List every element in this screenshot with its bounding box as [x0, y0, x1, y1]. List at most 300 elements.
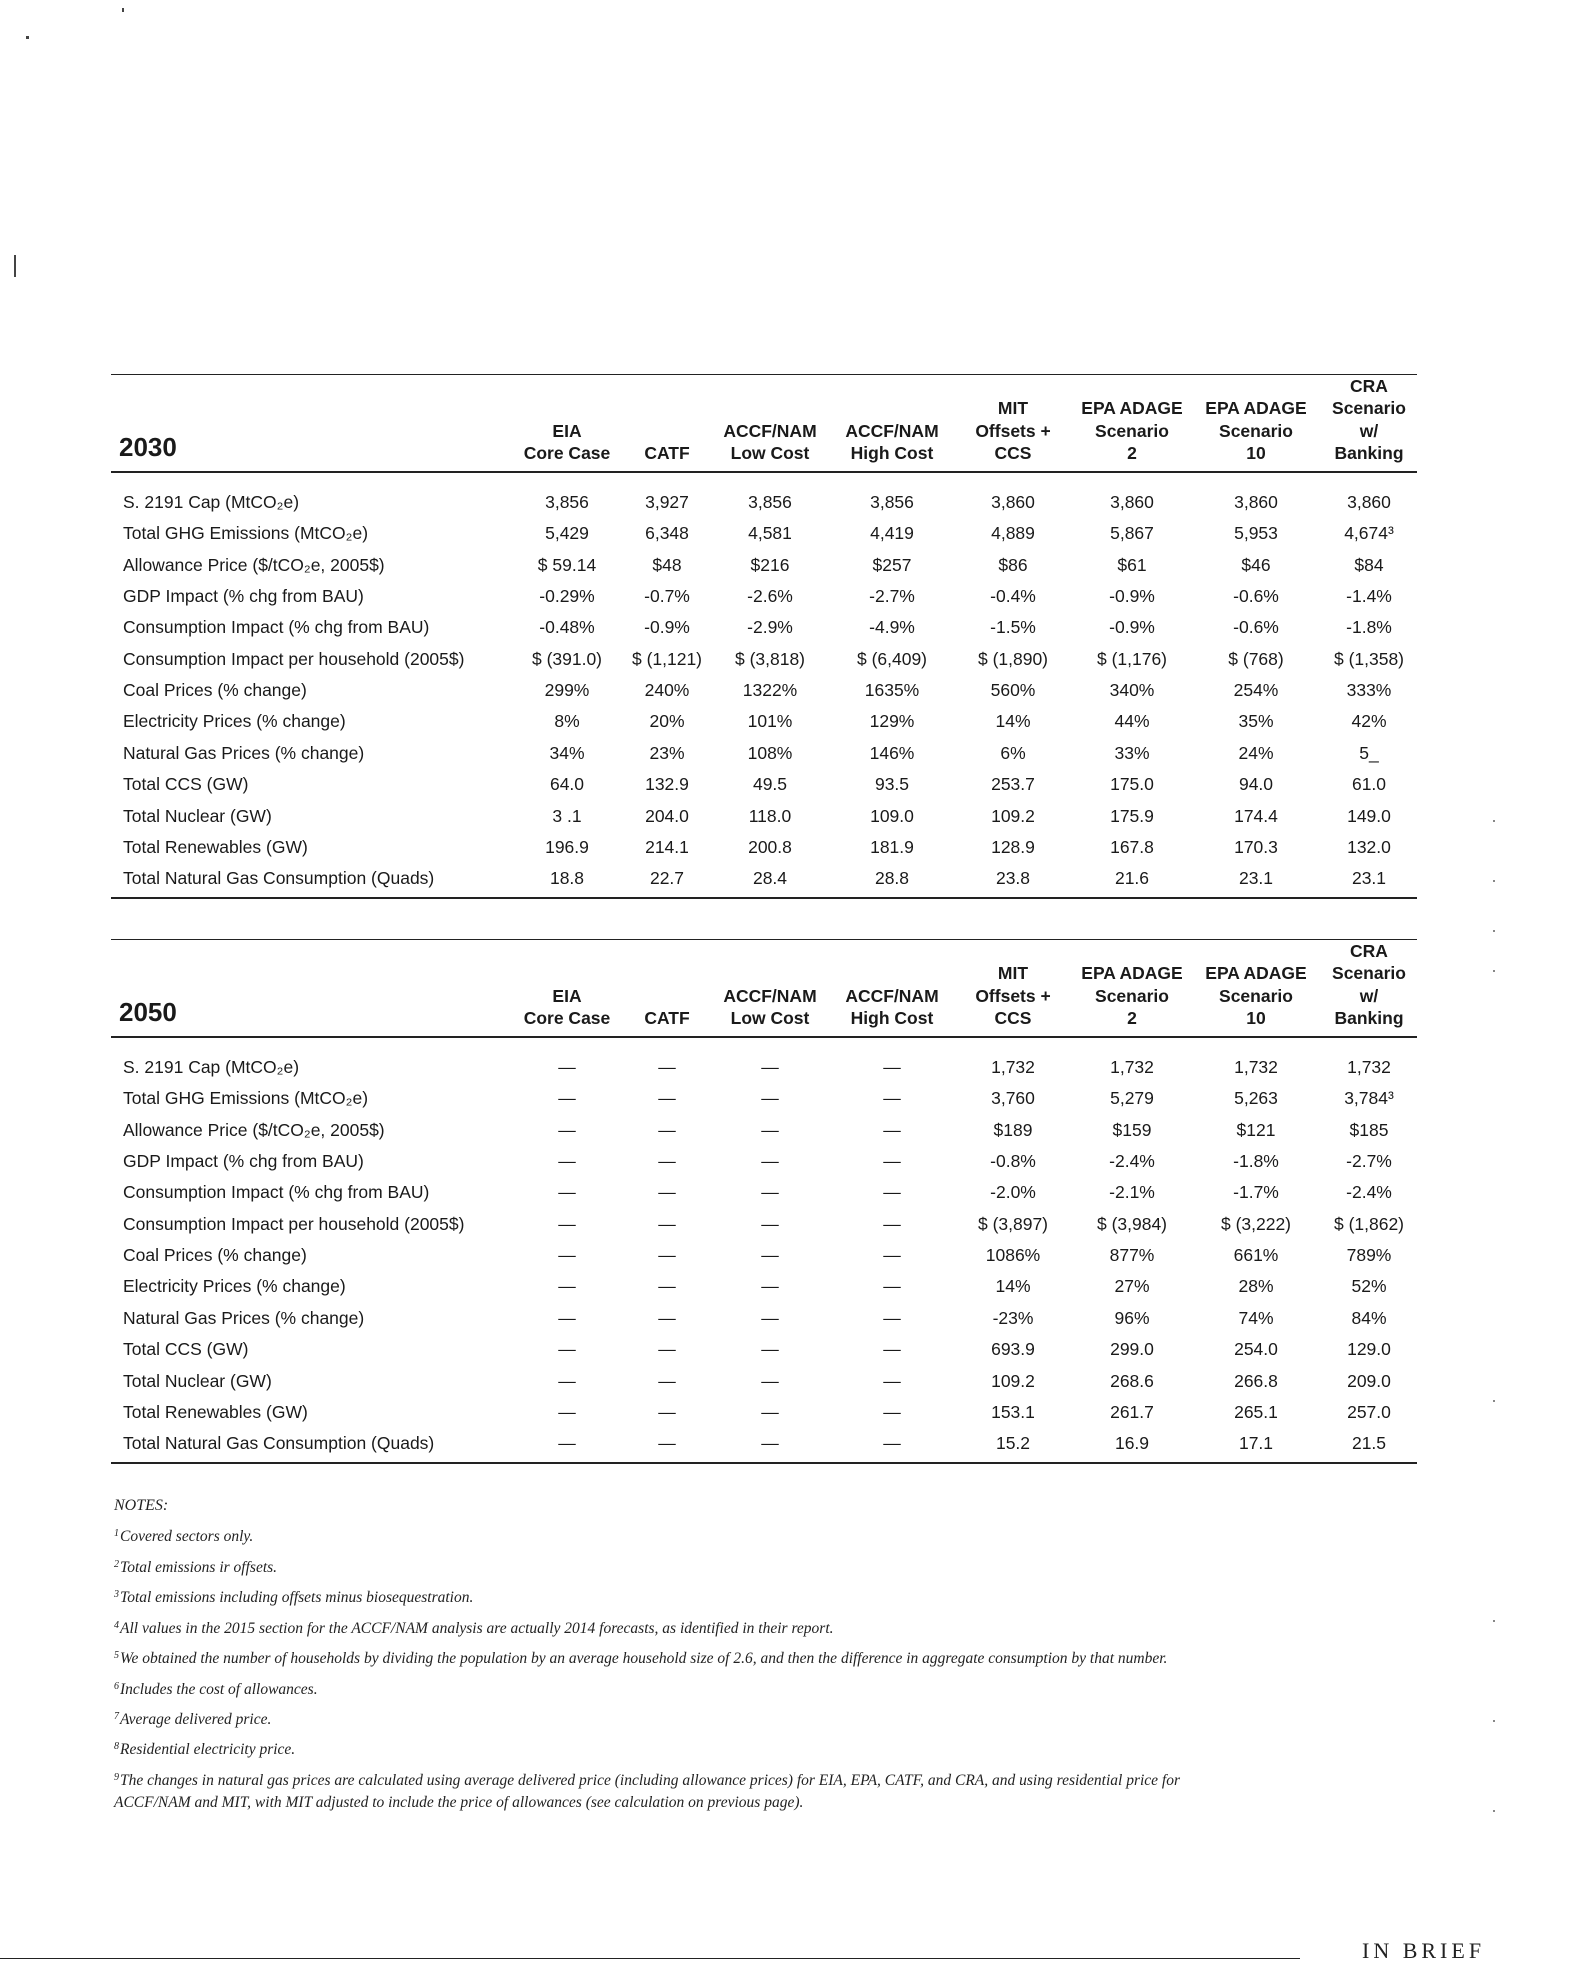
row-label: Electricity Prices (% change)	[123, 1276, 346, 1297]
scan-speck	[1493, 1400, 1495, 1402]
table-cell: 240%	[644, 680, 690, 701]
table-cell: 132.9	[645, 774, 689, 795]
table-cell: 96%	[1114, 1307, 1150, 1328]
column-header: CRA Scenario w/ Banking	[1321, 375, 1417, 472]
note-text: We obtained the number of households by dividing the population by an average household size of 2.6, and then the difference in aggregate consumption by that number.	[120, 1650, 1168, 1668]
table-row	[111, 1303, 1417, 1334]
table-cell: —	[709, 1428, 831, 1462]
table-cell: 4,889	[991, 523, 1035, 544]
table-cell: 15.2	[953, 1428, 1073, 1462]
row-label: Total Natural Gas Consumption (Quads)	[111, 863, 509, 897]
table-cell: 693.9	[991, 1339, 1035, 1360]
table-cell: —	[658, 1150, 676, 1171]
table-cell: —	[558, 1245, 576, 1266]
table-cell: 23%	[649, 742, 685, 763]
note-item	[114, 1648, 1244, 1670]
table-row	[111, 1334, 1417, 1365]
table-row	[111, 581, 1417, 612]
table-cell: 14%	[995, 711, 1031, 732]
row-label: Consumption Impact per household (2005$)	[123, 1213, 465, 1234]
table-cell: 5,279	[1110, 1088, 1154, 1109]
table-row	[111, 706, 1417, 737]
note-number: 8	[114, 1741, 119, 1753]
table-cell: 17.1	[1191, 1428, 1321, 1462]
table-cell: —	[761, 1339, 779, 1360]
table-cell: 204.0	[645, 805, 689, 826]
note-text: All values in the 2015 section for the ACCF/NAM analysis are actually 2014 forecasts, as identified in their report.	[120, 1619, 834, 1637]
table-cell: 340%	[1109, 680, 1155, 701]
column-header: ACCF/NAM High Cost	[831, 375, 953, 472]
table-row	[111, 1083, 1417, 1114]
table-cell: 84%	[1351, 1307, 1387, 1328]
table-cell: —	[558, 1182, 576, 1203]
table-cell: —	[883, 1182, 901, 1203]
table-cell: —	[761, 1088, 779, 1109]
table-cell: —	[883, 1370, 901, 1391]
table-cell: 268.6	[1110, 1370, 1154, 1391]
table-row	[111, 1114, 1417, 1145]
column-header: EPA ADAGE Scenario 10	[1191, 375, 1321, 472]
table-cell: 5_	[1359, 742, 1379, 763]
table-cell: 3,927	[645, 491, 689, 512]
table-cell: 3 .1	[552, 805, 582, 826]
table-cell: 299.0	[1110, 1339, 1154, 1360]
column-header: EIA Core Case	[509, 940, 625, 1037]
table-cell: 1322%	[742, 680, 798, 701]
table-cell: -0.4%	[990, 585, 1036, 606]
scan-speck	[1493, 970, 1495, 972]
table-cell: 299%	[544, 680, 590, 701]
table-cell: —	[883, 1307, 901, 1328]
table-cell: $ (1,862)	[1333, 1213, 1405, 1234]
table-cell: —	[558, 1119, 576, 1140]
table-cell: 128.9	[991, 837, 1035, 858]
column-header: ACCF/NAM High Cost	[831, 940, 953, 1037]
table-cell: —	[883, 1119, 901, 1140]
table-cell: 261.7	[1110, 1402, 1154, 1423]
table-cell: —	[658, 1307, 676, 1328]
table-cell: —	[883, 1056, 901, 1077]
note-number: 6	[114, 1680, 119, 1692]
row-label: Total Natural Gas Consumption (Quads)	[111, 1428, 509, 1462]
table-cell: —	[761, 1370, 779, 1391]
table-cell: 6%	[1000, 742, 1026, 763]
table-cell: -1.8%	[1233, 1150, 1279, 1171]
table-cell: $ (1,121)	[631, 648, 703, 669]
table-cell: 3,760	[991, 1088, 1035, 1109]
table-row	[111, 1037, 1417, 1083]
table-row	[111, 1146, 1417, 1177]
scan-speck	[1493, 1810, 1495, 1812]
table-row	[111, 1365, 1417, 1396]
table-cell: 333%	[1346, 680, 1392, 701]
table-body	[111, 1037, 1417, 1463]
table-cell: 3,860	[1110, 491, 1154, 512]
table-cell: 22.7	[625, 863, 709, 897]
note-number: 4	[114, 1619, 119, 1631]
table-cell: $ (391.0)	[531, 648, 603, 669]
table-row	[111, 644, 1417, 675]
table-cell: —	[883, 1276, 901, 1297]
table-cell: 28.8	[831, 863, 953, 897]
note-number: 3	[114, 1589, 119, 1601]
table-cell: 16.9	[1073, 1428, 1191, 1462]
table-cell: 28.4	[709, 863, 831, 897]
table-cell: —	[558, 1276, 576, 1297]
table-cell: -2.4%	[1346, 1182, 1392, 1203]
table-cell: 132.0	[1347, 837, 1391, 858]
row-label: Total Renewables (GW)	[123, 1402, 308, 1423]
table-cell: —	[658, 1119, 676, 1140]
table-year-heading: 2050	[111, 940, 509, 1037]
row-label: S. 2191 Cap (MtCO₂e)	[123, 1056, 300, 1077]
table-cell: —	[761, 1213, 779, 1234]
table-cell: $ (3,897)	[977, 1213, 1049, 1234]
table-cell: $61	[1117, 554, 1147, 575]
table-2050	[111, 939, 1417, 1464]
table-cell: 42%	[1351, 711, 1387, 732]
note-number: 7	[114, 1711, 119, 1722]
table-cell: 49.5	[752, 774, 788, 795]
row-label: Consumption Impact (% chg from BAU)	[123, 1182, 430, 1203]
row-label: GDP Impact (% chg from BAU)	[123, 1150, 364, 1171]
table-cell: 6,348	[645, 523, 689, 544]
note-text: The changes in natural gas prices are calculated using average delivered price (including allowance prices) for EIA, EPA, CATF, and CRA, and using residential price for ACCF/NAM and MIT, with MIT adjusted to include the price of allowances (see calculation on previous page).	[114, 1771, 1181, 1812]
table-cell: $ (3,222)	[1220, 1213, 1292, 1234]
table-cell: 4,419	[870, 523, 914, 544]
table-cell: 3,860	[1234, 491, 1278, 512]
table-cell: 254%	[1233, 680, 1279, 701]
table-cell: —	[558, 1339, 576, 1360]
table-cell: $46	[1241, 554, 1271, 575]
table-cell: 1,732	[1110, 1056, 1154, 1077]
table-cell: 1,732	[1234, 1056, 1278, 1077]
table-cell: 5,263	[1234, 1088, 1278, 1109]
table-row	[111, 1271, 1417, 1302]
column-header: CATF	[625, 940, 709, 1037]
table-cell: —	[883, 1088, 901, 1109]
table-cell: —	[658, 1056, 676, 1077]
table-cell: 61.0	[1351, 774, 1387, 795]
notes-section	[114, 1494, 1244, 1823]
note-text: Average delivered price.	[120, 1711, 272, 1728]
table-cell: 20%	[649, 711, 685, 732]
table-cell: —	[658, 1213, 676, 1234]
table-cell: —	[558, 1056, 576, 1077]
note-item	[114, 1587, 1244, 1609]
row-label: Total GHG Emissions (MtCO₂e)	[123, 523, 369, 544]
note-item	[114, 1709, 1244, 1731]
table-cell: —	[883, 1150, 901, 1171]
table-cell: 108%	[747, 742, 793, 763]
table-cell: -1.4%	[1346, 585, 1392, 606]
table-cell: $189	[993, 1119, 1033, 1140]
table-cell: —	[761, 1245, 779, 1266]
table-cell: —	[658, 1402, 676, 1423]
table-cell: $ (768)	[1228, 648, 1284, 669]
note-number: 5	[114, 1650, 119, 1662]
table-cell: —	[883, 1213, 901, 1234]
table-cell: —	[761, 1056, 779, 1077]
table-cell: —	[658, 1370, 676, 1391]
scan-mark	[14, 255, 16, 277]
column-header: EPA ADAGE Scenario 10	[1191, 940, 1321, 1037]
table-cell: 3,856	[870, 491, 914, 512]
table-cell: 5,867	[1110, 523, 1154, 544]
note-number: 9	[114, 1771, 119, 1783]
table-cell: —	[658, 1088, 676, 1109]
table-cell: -2.4%	[1109, 1150, 1155, 1171]
table-cell: 175.0	[1110, 774, 1154, 795]
table-cell: 23.1	[1321, 863, 1417, 897]
table-cell: 174.4	[1234, 805, 1278, 826]
table-cell: $ (1,358)	[1333, 648, 1405, 669]
table-cell: —	[558, 1150, 576, 1171]
table-cell: -2.7%	[869, 585, 915, 606]
table-cell: 93.5	[874, 774, 910, 795]
note-text: Covered sectors only.	[120, 1528, 254, 1546]
table-row	[111, 738, 1417, 769]
column-header: CRA Scenario w/ Banking	[1321, 940, 1417, 1037]
table-cell: $121	[1236, 1119, 1276, 1140]
table-row	[111, 800, 1417, 831]
note-item	[114, 1739, 1244, 1761]
table-cell: 196.9	[545, 837, 589, 858]
table-cell: —	[883, 1402, 901, 1423]
table-cell: -1.7%	[1233, 1182, 1279, 1203]
table-cell: 3,860	[991, 491, 1035, 512]
note-item	[114, 1679, 1244, 1701]
table-year-heading: 2030	[111, 375, 509, 472]
row-label: Total CCS (GW)	[123, 774, 249, 795]
column-header: ACCF/NAM Low Cost	[709, 940, 831, 1037]
table-row	[111, 549, 1417, 580]
notes-list	[114, 1526, 1244, 1815]
table-cell: -0.48%	[539, 617, 595, 638]
table-row	[111, 863, 1417, 897]
table-cell: 21.5	[1321, 1428, 1417, 1462]
row-label: Allowance Price ($/tCO₂e, 2005$)	[123, 1119, 385, 1140]
table-row	[111, 472, 1417, 518]
scan-speck	[1493, 880, 1495, 882]
table-cell: -4.9%	[869, 617, 915, 638]
table-cell: $ (3,984)	[1096, 1213, 1168, 1234]
table-cell: $216	[750, 554, 790, 575]
table-row	[111, 612, 1417, 643]
table-cell: 257.0	[1347, 1402, 1391, 1423]
table-cell: —	[831, 1428, 953, 1462]
table-cell: 266.8	[1234, 1370, 1278, 1391]
table-cell: -1.8%	[1346, 617, 1392, 638]
table-cell: 170.3	[1234, 837, 1278, 858]
table-cell: -0.7%	[644, 585, 690, 606]
table-cell: $ (1,176)	[1096, 648, 1168, 669]
note-text: Residential electricity price.	[120, 1741, 296, 1759]
table-cell: 254.0	[1234, 1339, 1278, 1360]
table-cell: 265.1	[1234, 1402, 1278, 1423]
table-cell: 789%	[1346, 1245, 1392, 1266]
table-row	[111, 1240, 1417, 1271]
row-label: Total Renewables (GW)	[123, 837, 308, 858]
note-text: Total emissions including offsets minus biosequestration.	[120, 1589, 474, 1607]
table-cell: 167.8	[1110, 837, 1154, 858]
table-cell: —	[658, 1339, 676, 1360]
table-cell: 23.1	[1191, 863, 1321, 897]
row-label: Electricity Prices (% change)	[123, 711, 346, 732]
table-cell: 14%	[995, 1276, 1031, 1297]
table-cell: $ 59.14	[537, 554, 597, 575]
scan-speck	[1493, 1620, 1495, 1622]
table-cell: 3,856	[545, 491, 589, 512]
table-cell: 52%	[1351, 1276, 1387, 1297]
table-cell: 560%	[990, 680, 1036, 701]
table-cell: -2.9%	[747, 617, 793, 638]
row-label: Total Nuclear (GW)	[123, 1370, 272, 1391]
table-cell: 200.8	[748, 837, 792, 858]
row-label: Consumption Impact (% chg from BAU)	[123, 617, 430, 638]
table-row	[111, 518, 1417, 549]
row-label: Natural Gas Prices (% change)	[123, 1307, 365, 1328]
table-cell: $ (6,409)	[856, 648, 928, 669]
table-cell: 27%	[1114, 1276, 1150, 1297]
table-cell: 5,953	[1234, 523, 1278, 544]
table-cell: —	[761, 1182, 779, 1203]
column-header: CATF	[625, 375, 709, 472]
row-label: Natural Gas Prices (% change)	[123, 742, 365, 763]
note-item	[114, 1526, 1244, 1548]
table-cell: —	[658, 1182, 676, 1203]
table-cell: 101%	[747, 711, 793, 732]
table-row	[111, 1209, 1417, 1240]
table-2030	[111, 374, 1417, 899]
row-label: Total Nuclear (GW)	[123, 805, 272, 826]
table-cell: —	[625, 1428, 709, 1462]
table-cell: 1,732	[991, 1056, 1035, 1077]
table-cell: 3,784³	[1344, 1088, 1394, 1109]
note-item	[114, 1557, 1244, 1579]
table-row	[111, 1177, 1417, 1208]
table-header-row	[111, 375, 1417, 472]
table-cell: -23%	[992, 1307, 1034, 1328]
table-cell: 118.0	[748, 805, 792, 826]
table-cell: 8%	[554, 711, 580, 732]
scan-mark	[26, 36, 29, 39]
footer-label: IN BRIEF	[1362, 1938, 1486, 1963]
table-cell: -0.29%	[539, 585, 595, 606]
table-cell: -2.1%	[1109, 1182, 1155, 1203]
table-row	[111, 832, 1417, 863]
table-cell: —	[761, 1402, 779, 1423]
table-row	[111, 1397, 1417, 1428]
table-cell: —	[558, 1213, 576, 1234]
row-label: Coal Prices (% change)	[123, 1245, 307, 1266]
table-cell: 149.0	[1347, 805, 1391, 826]
table-cell: 253.7	[991, 774, 1035, 795]
table-cell: 4,674³	[1344, 523, 1394, 544]
table-cell: 209.0	[1347, 1370, 1391, 1391]
table-cell: $257	[872, 554, 912, 575]
row-label: Coal Prices (% change)	[123, 680, 307, 701]
notes-heading: NOTES:	[114, 1497, 169, 1514]
table-cell: —	[558, 1402, 576, 1423]
table-cell: 21.6	[1073, 863, 1191, 897]
table-cell: -2.0%	[990, 1182, 1036, 1203]
note-text: Includes the cost of allowances.	[120, 1680, 318, 1698]
table-row	[111, 1428, 1417, 1462]
table-cell: 109.2	[991, 1370, 1035, 1391]
table-cell: $48	[652, 554, 682, 575]
note-number: 2	[114, 1558, 119, 1570]
table-cell: 181.9	[870, 837, 914, 858]
table-cell: 1086%	[985, 1245, 1041, 1266]
column-header: EIA Core Case	[509, 375, 625, 472]
table-cell: —	[509, 1428, 625, 1462]
table-cell: 35%	[1238, 711, 1274, 732]
table-body	[111, 472, 1417, 898]
table-cell: $ (3,818)	[734, 648, 806, 669]
row-label: Consumption Impact per household (2005$)	[123, 648, 465, 669]
table-cell: 5,429	[545, 523, 589, 544]
scan-mark	[122, 8, 124, 12]
table-cell: 33%	[1114, 742, 1150, 763]
table-cell: -0.9%	[1109, 585, 1155, 606]
table-row	[111, 675, 1417, 706]
table-cell: —	[761, 1119, 779, 1140]
table-cell: —	[558, 1088, 576, 1109]
table-cell: 34%	[549, 742, 585, 763]
table-cell: 877%	[1109, 1245, 1155, 1266]
table-cell: —	[761, 1276, 779, 1297]
row-label: Total GHG Emissions (MtCO₂e)	[123, 1088, 369, 1109]
table-cell: -2.6%	[747, 585, 793, 606]
column-header: EPA ADAGE Scenario 2	[1073, 375, 1191, 472]
table-cell: 4,581	[748, 523, 792, 544]
table-cell: —	[658, 1276, 676, 1297]
table-cell: 24%	[1238, 742, 1274, 763]
table-cell: -0.6%	[1233, 585, 1279, 606]
table-cell: 661%	[1233, 1245, 1279, 1266]
table-cell: 153.1	[991, 1402, 1035, 1423]
table-header-row	[111, 940, 1417, 1037]
table-cell: $ (1,890)	[977, 648, 1049, 669]
scan-speck	[1493, 930, 1495, 932]
table-cell: 1,732	[1347, 1056, 1391, 1077]
table-cell: —	[658, 1245, 676, 1266]
note-item	[114, 1618, 1244, 1640]
table-cell: 64.0	[549, 774, 585, 795]
table-cell: -0.9%	[1109, 617, 1155, 638]
row-label: S. 2191 Cap (MtCO₂e)	[123, 491, 300, 512]
table-cell: 214.1	[645, 837, 689, 858]
table-row	[111, 769, 1417, 800]
table-cell: —	[883, 1245, 901, 1266]
table-cell: —	[883, 1339, 901, 1360]
table-cell: 129.0	[1347, 1339, 1391, 1360]
table-cell: —	[558, 1370, 576, 1391]
row-label: Allowance Price ($/tCO₂e, 2005$)	[123, 554, 385, 575]
table-cell: 74%	[1238, 1307, 1274, 1328]
table-cell: $185	[1349, 1119, 1389, 1140]
table-cell: —	[761, 1150, 779, 1171]
row-label: Total CCS (GW)	[123, 1339, 249, 1360]
column-header: ACCF/NAM Low Cost	[709, 375, 831, 472]
table-cell: -0.8%	[990, 1150, 1036, 1171]
table-cell: 28%	[1238, 1276, 1274, 1297]
table-cell: 94.0	[1238, 774, 1274, 795]
table-cell: $159	[1112, 1119, 1152, 1140]
note-item	[114, 1770, 1244, 1815]
table-cell: —	[761, 1307, 779, 1328]
